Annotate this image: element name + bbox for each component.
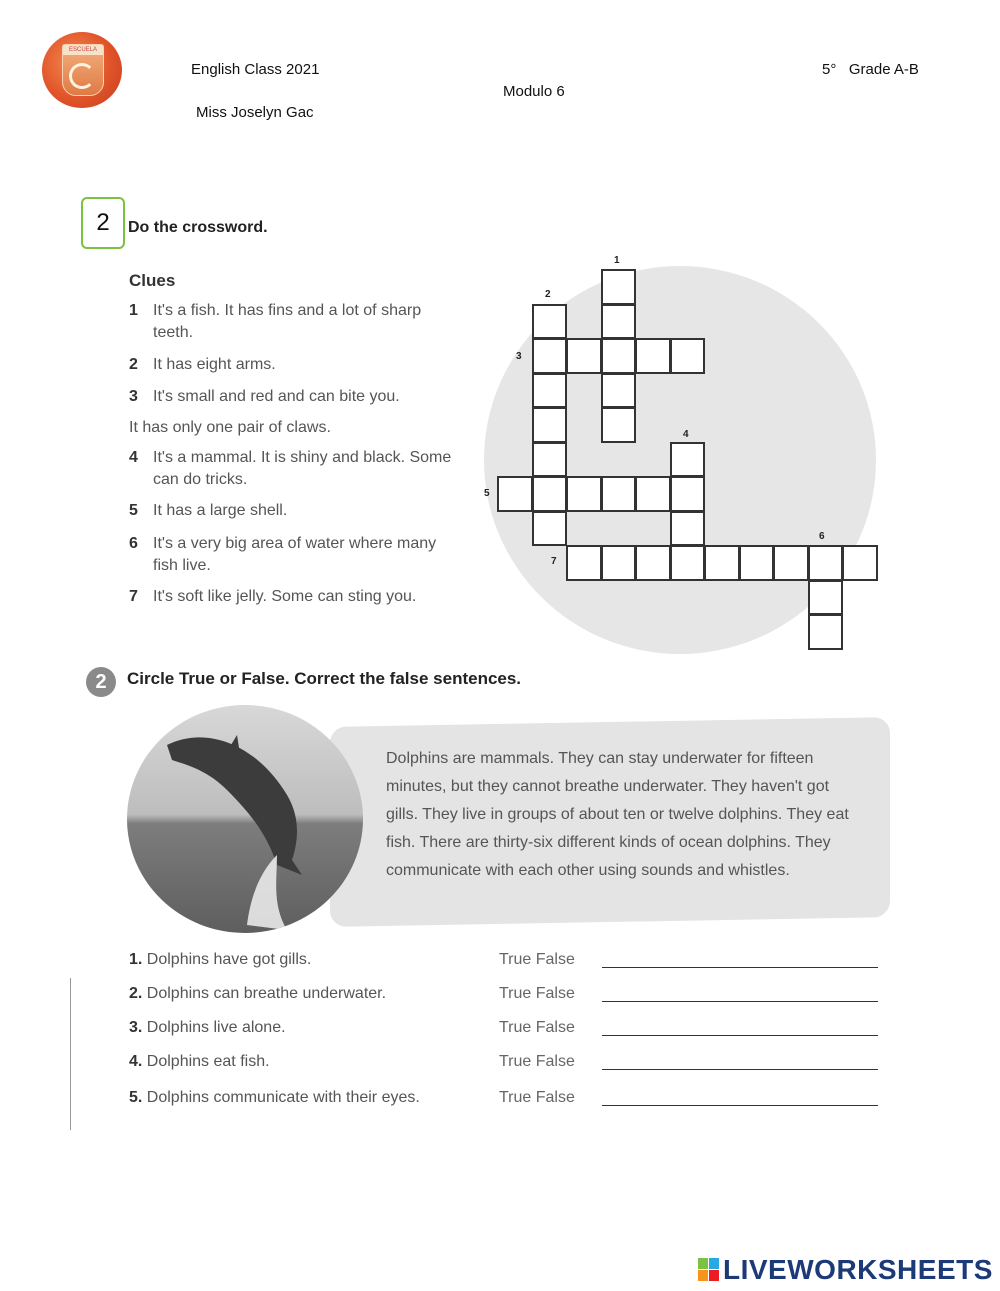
true-false-options-1[interactable]: True False (499, 951, 575, 968)
title-part: Circle (127, 669, 179, 688)
teacher-name: Miss Joselyn Gac (196, 104, 314, 121)
title-false: False (241, 669, 285, 688)
clue-text: It has a large shell. (153, 502, 288, 519)
question-4 (129, 1053, 270, 1071)
question-number: 4. (129, 1053, 143, 1070)
clue-number: 6 (129, 535, 138, 552)
crossword-cell[interactable] (601, 476, 637, 512)
true-false-title (127, 669, 521, 689)
answer-line-4[interactable] (602, 1069, 878, 1070)
crossword-cell[interactable] (670, 545, 706, 581)
margin-rule (70, 978, 71, 1130)
clue-text-cont: fish live. (153, 557, 211, 574)
grid-number-2: 2 (545, 289, 551, 300)
question-number: 3. (129, 1019, 143, 1036)
clue-number: 7 (129, 588, 138, 605)
clue-text: It's a very big area of water where many (153, 535, 437, 552)
clue-number: 1 (129, 302, 138, 319)
clue-text: It has eight arms. (153, 356, 276, 373)
title-true: True (178, 669, 215, 688)
crossword-cell[interactable] (532, 442, 568, 478)
crossword-cell[interactable] (842, 545, 878, 581)
crossword-cell[interactable] (773, 545, 809, 581)
crossword-cell[interactable] (532, 304, 568, 340)
crossword-cell[interactable] (532, 373, 568, 409)
clue-text: It's soft like jelly. Some can sting you. (153, 588, 417, 605)
crossword-cell[interactable] (601, 304, 637, 340)
crossword-title: Do the crossword. (128, 219, 268, 236)
crossword-cell[interactable] (635, 476, 671, 512)
crossword-cell[interactable] (601, 407, 637, 443)
grid-number-7: 7 (551, 556, 557, 567)
grid-number-5: 5 (484, 488, 490, 499)
clue-text: It's small and red and can bite you. (153, 388, 400, 405)
passage-text: Dolphins are mammals. They can stay underwater for fifteen minutes, but they cannot breathe underwater. They haven't got gills. They live in groups of about ten or twelve dolphins. They eat fish. There are thirty-six different kinds of ocean dolphins. They communicate with each other using sounds and whistles. (386, 750, 849, 879)
dolphin-icon (127, 705, 363, 933)
clue-number: 5 (129, 502, 138, 519)
liveworksheets-icon (698, 1258, 720, 1282)
logo-text: ESCUELA (63, 45, 103, 55)
question-5 (129, 1089, 420, 1107)
crossword-cell[interactable] (808, 614, 844, 650)
crossword-cell[interactable] (739, 545, 775, 581)
clue-text-cont: teeth. (153, 324, 194, 341)
crossword-cell[interactable] (704, 545, 740, 581)
answer-line-1[interactable] (602, 967, 878, 968)
grade-label: 5° Grade A-B (822, 61, 919, 78)
crossword-cell[interactable] (532, 511, 568, 547)
clue-text: It's a mammal. It is shiny and black. Some (153, 449, 452, 466)
crossword-cell[interactable] (566, 545, 602, 581)
crossword-cell[interactable] (670, 511, 706, 547)
question-number: 5. (129, 1089, 143, 1106)
crossword-cell[interactable] (601, 545, 637, 581)
clue-number: 3 (129, 388, 138, 405)
grid-number-3: 3 (516, 351, 522, 362)
true-false-options-5[interactable]: True False (499, 1089, 575, 1106)
clue-text: It has only one pair of claws. (129, 419, 331, 436)
title-part: . Correct the false sentences. (284, 669, 522, 688)
grid-number-1: 1 (614, 255, 620, 266)
question-3 (129, 1019, 286, 1037)
question-text: Dolphins can breathe underwater. (146, 985, 387, 1002)
crossword-cell[interactable] (670, 476, 706, 512)
dolphin-photo (127, 705, 363, 933)
crossword-cell[interactable] (566, 476, 602, 512)
question-number: 1. (129, 951, 143, 968)
liveworksheets-logo (698, 1254, 993, 1286)
crossword-cell[interactable] (497, 476, 533, 512)
true-false-options-4[interactable]: True False (499, 1053, 575, 1070)
crossword-cell[interactable] (670, 442, 706, 478)
crossword-cell[interactable] (808, 545, 844, 581)
clues-title: Clues (129, 271, 176, 290)
crossword-cell[interactable] (808, 580, 844, 616)
crossword-cell[interactable] (532, 338, 568, 374)
crossword-cell[interactable] (532, 476, 568, 512)
module-title: Modulo 6 (503, 83, 565, 100)
title-or: or (214, 669, 242, 688)
true-false-options-2[interactable]: True False (499, 985, 575, 1002)
clue-number: 2 (129, 356, 138, 373)
crossword-cell[interactable] (670, 338, 706, 374)
clue-number: 4 (129, 449, 138, 466)
answer-line-2[interactable] (602, 1001, 878, 1002)
crossword-cell[interactable] (601, 373, 637, 409)
crossword-cell[interactable] (635, 338, 671, 374)
question-number: 2. (129, 985, 143, 1002)
question-2 (129, 985, 386, 1003)
question-text: Dolphins eat fish. (146, 1053, 270, 1070)
exercise-number-circle: 2 (86, 667, 116, 697)
crossword-cell[interactable] (532, 407, 568, 443)
true-false-options-3[interactable]: True False (499, 1019, 575, 1036)
answer-line-5[interactable] (602, 1105, 878, 1106)
crossword-cell[interactable] (635, 545, 671, 581)
question-text: Dolphins have got gills. (146, 951, 312, 968)
grid-number-6: 6 (819, 531, 825, 542)
exercise-number-box: 2 (81, 197, 125, 249)
crossword-cell[interactable] (566, 338, 602, 374)
grid-number-4: 4 (683, 429, 689, 440)
crossword-cell[interactable] (601, 338, 637, 374)
brand-name: LIVEWORKSHEETS (723, 1254, 993, 1285)
clue-text-cont: can do tricks. (153, 471, 248, 488)
class-name: English Class 2021 (191, 61, 320, 78)
question-text: Dolphins live alone. (146, 1019, 286, 1036)
crossword-cell[interactable] (601, 269, 637, 305)
answer-line-3[interactable] (602, 1035, 878, 1036)
question-1 (129, 951, 311, 969)
clue-text: It's a fish. It has fins and a lot of sharp (153, 302, 422, 319)
question-text: Dolphins communicate with their eyes. (146, 1089, 420, 1106)
